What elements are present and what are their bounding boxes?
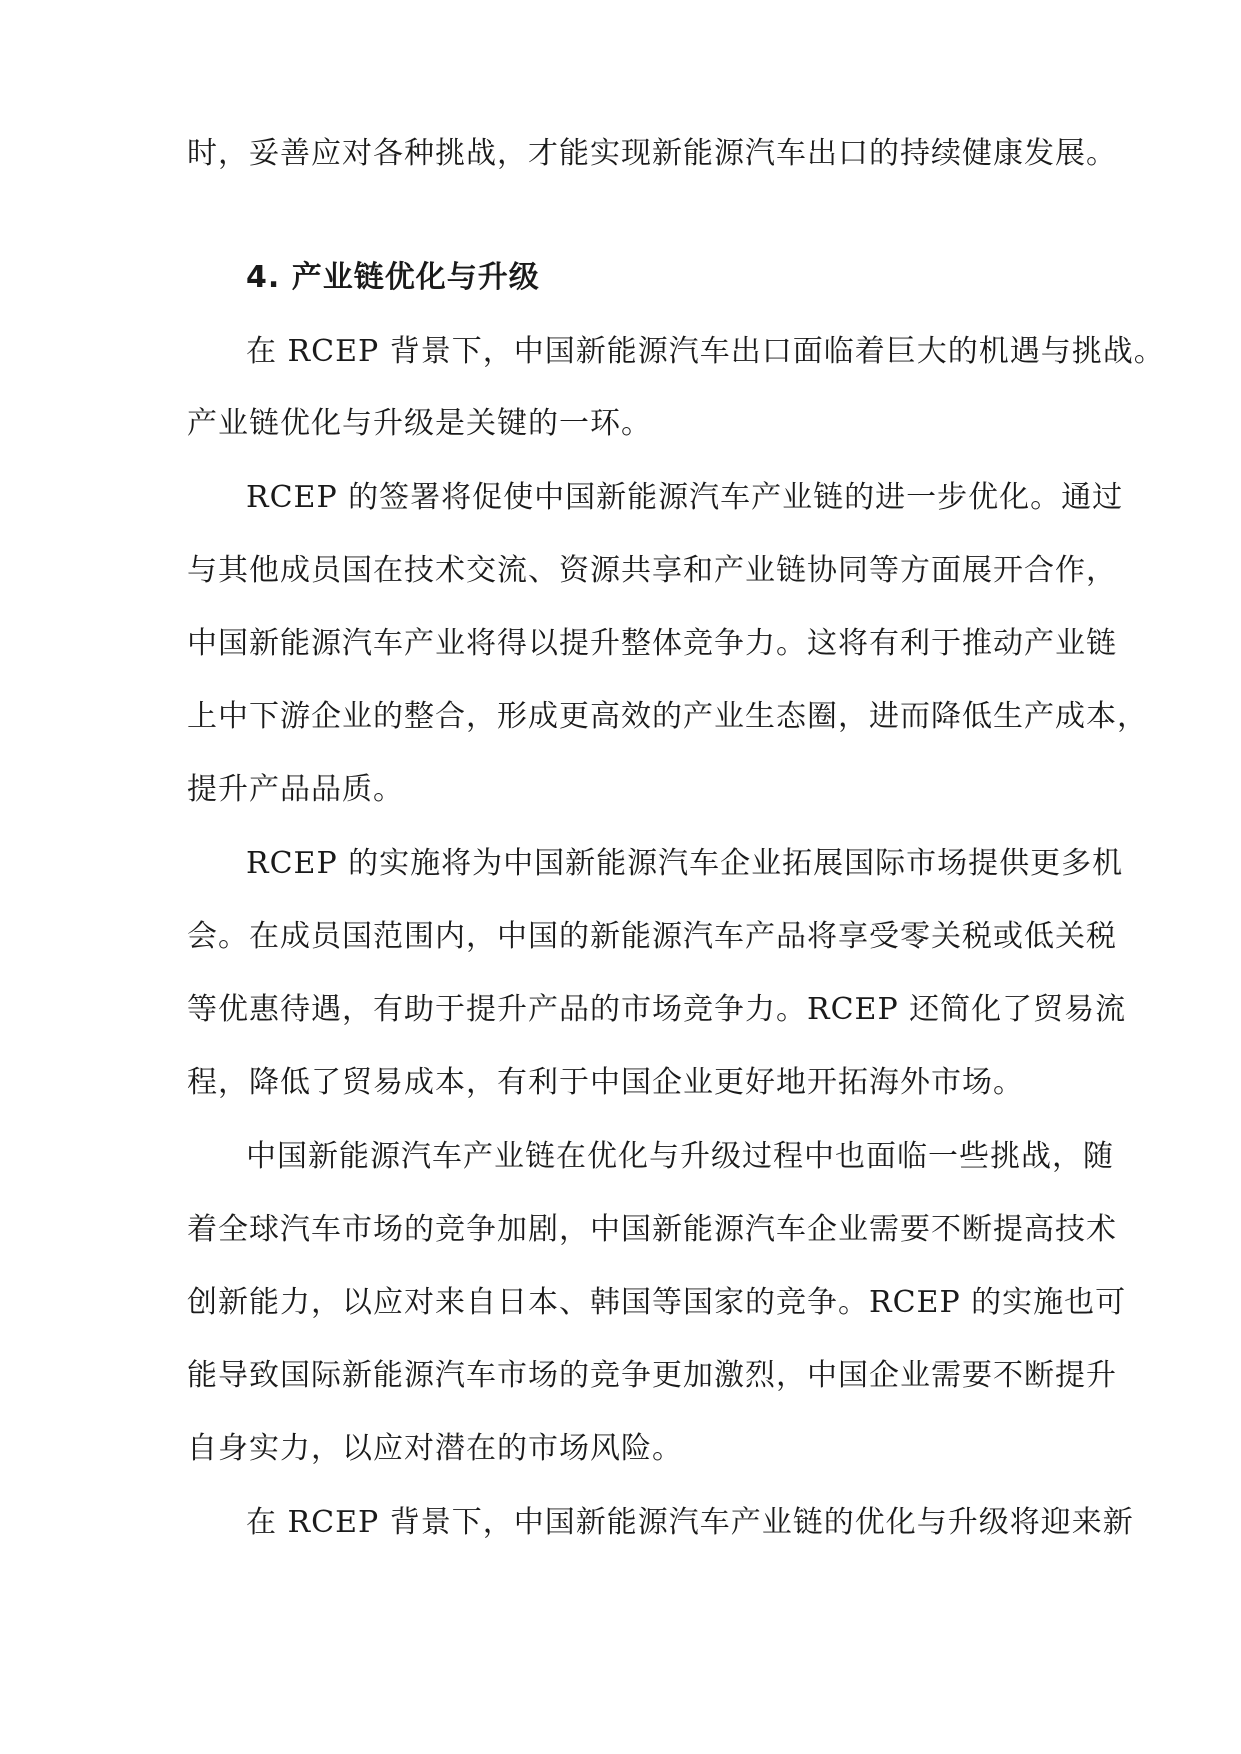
text-line-10: 会。在成员国范围内，中国的新能源汽车产品将享受零关税或低关税	[187, 919, 1117, 954]
text-line-17: 自身实力，以应对潜在的市场风险。	[187, 1431, 683, 1466]
text-line-3: 产业链优化与升级是关键的一环。	[187, 406, 652, 441]
text-line-11: 等优惠待遇，有助于提升产品的市场竞争力。RCEP 还简化了贸易流	[187, 992, 1127, 1027]
text-line-4: RCEP 的签署将促使中国新能源汽车产业链的进一步优化。通过	[246, 480, 1124, 515]
section-heading: 4. 产业链优化与升级	[246, 260, 540, 295]
text-line-13: 中国新能源汽车产业链在优化与升级过程中也面临一些挑战，随	[246, 1139, 1114, 1174]
text-line-14: 着全球汽车市场的竞争加剧，中国新能源汽车企业需要不断提高技术	[187, 1212, 1117, 1247]
text-line-18: 在 RCEP 背景下，中国新能源汽车产业链的优化与升级将迎来新	[246, 1505, 1134, 1540]
text-line-15: 创新能力，以应对来自日本、韩国等国家的竞争。RCEP 的实施也可	[187, 1285, 1127, 1320]
text-line-16: 能导致国际新能源汽车市场的竞争更加激烈，中国企业需要不断提升	[187, 1358, 1117, 1393]
text-line-9: RCEP 的实施将为中国新能源汽车企业拓展国际市场提供更多机	[246, 846, 1124, 881]
text-line-7: 上中下游企业的整合，形成更高效的产业生态圈，进而降低生产成本，	[187, 699, 1148, 734]
text-line-8: 提升产品品质。	[187, 772, 404, 807]
text-line-1: 时，妥善应对各种挑战，才能实现新能源汽车出口的持续健康发展。	[187, 136, 1117, 171]
text-line-6: 中国新能源汽车产业将得以提升整体竞争力。这将有利于推动产业链	[187, 626, 1117, 661]
text-line-5: 与其他成员国在技术交流、资源共享和产业链协同等方面展开合作，	[187, 553, 1117, 588]
text-line-2: 在 RCEP 背景下，中国新能源汽车出口面临着巨大的机遇与挑战。	[246, 334, 1165, 369]
text-line-12: 程，降低了贸易成本，有利于中国企业更好地开拓海外市场。	[187, 1065, 1024, 1100]
